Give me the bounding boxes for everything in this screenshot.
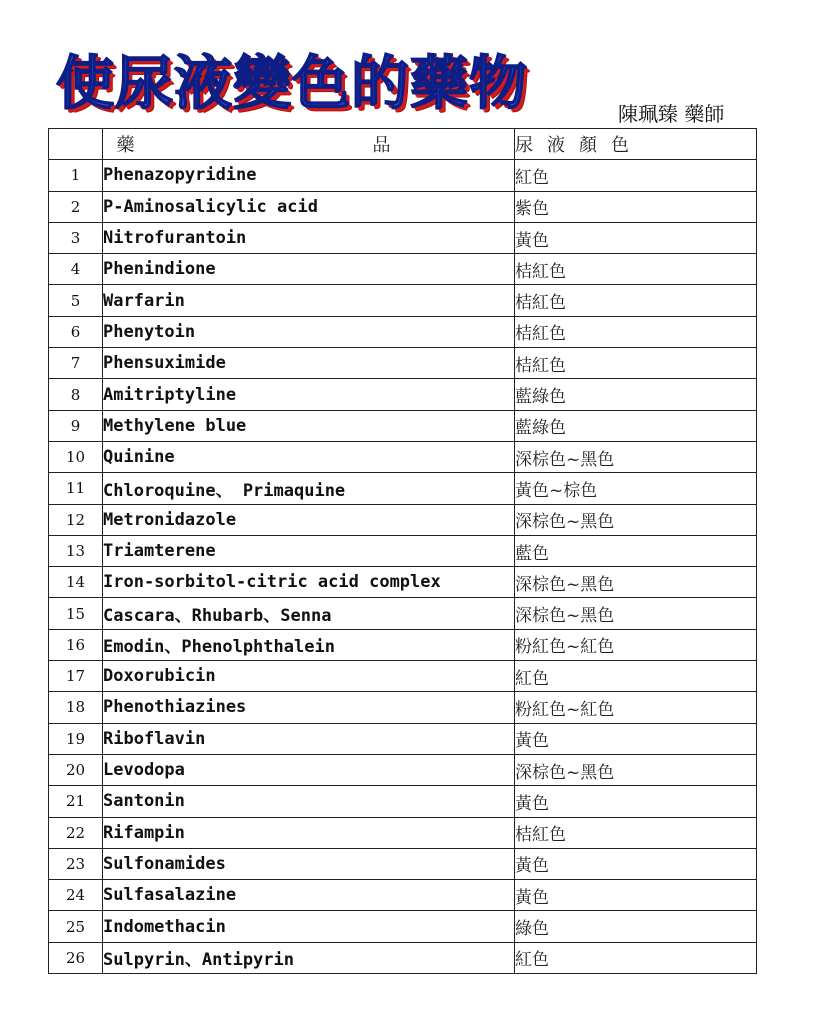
table-header-row (49, 129, 757, 160)
table-row (49, 567, 757, 598)
drug-name: Iron-sorbitol-citric acid complex (103, 567, 515, 598)
row-number: 24 (49, 880, 103, 911)
row-number: 6 (49, 316, 103, 347)
row-number: 13 (49, 535, 103, 566)
drug-name: Riboflavin (103, 723, 515, 754)
row-number: 5 (49, 285, 103, 316)
urine-color: 深棕色~黑色 (515, 441, 757, 472)
row-number: 1 (49, 160, 103, 191)
table-row (49, 348, 757, 379)
row-number: 21 (49, 786, 103, 817)
urine-color: 粉紅色~紅色 (515, 692, 757, 723)
header-number (49, 129, 103, 160)
table-row (49, 942, 757, 973)
drug-name: Sulfasalazine (103, 880, 515, 911)
table-row (49, 692, 757, 723)
urine-color: 紫色 (515, 191, 757, 222)
drug-name: Santonin (103, 786, 515, 817)
table-row (49, 661, 757, 692)
urine-color: 粉紅色~紅色 (515, 629, 757, 660)
table-row (49, 191, 757, 222)
drug-name: Phenazopyridine (103, 160, 515, 191)
row-number: 7 (49, 348, 103, 379)
drug-name: Phenindione (103, 254, 515, 285)
row-number: 26 (49, 942, 103, 973)
drug-name: Phenytoin (103, 316, 515, 347)
table-row (49, 254, 757, 285)
drug-name: Sulpyrin、Antipyrin (103, 942, 515, 973)
urine-color: 藍綠色 (515, 410, 757, 441)
urine-color: 桔紅色 (515, 348, 757, 379)
drug-urine-color-table (48, 128, 757, 974)
drug-name: Phensuximide (103, 348, 515, 379)
drug-name: Methylene blue (103, 410, 515, 441)
table-row (49, 629, 757, 660)
drug-name: Chloroquine、 Primaquine (103, 473, 515, 504)
table-row (49, 379, 757, 410)
urine-color: 桔紅色 (515, 316, 757, 347)
table-row (49, 504, 757, 535)
drug-name: Emodin、Phenolphthalein (103, 629, 515, 660)
drug-name: Sulfonamides (103, 848, 515, 879)
table-row (49, 880, 757, 911)
row-number: 20 (49, 754, 103, 785)
row-number: 16 (49, 629, 103, 660)
table-row (49, 754, 757, 785)
drug-name: Doxorubicin (103, 661, 515, 692)
table-row (49, 911, 757, 942)
drug-name: Nitrofurantoin (103, 222, 515, 253)
drug-name: Metronidazole (103, 504, 515, 535)
row-number: 11 (49, 473, 103, 504)
drug-name: Indomethacin (103, 911, 515, 942)
table-row (49, 410, 757, 441)
row-number: 15 (49, 598, 103, 629)
urine-color: 紅色 (515, 160, 757, 191)
row-number: 8 (49, 379, 103, 410)
urine-color: 桔紅色 (515, 817, 757, 848)
urine-color: 黃色 (515, 880, 757, 911)
table-row (49, 598, 757, 629)
urine-color: 深棕色~黑色 (515, 567, 757, 598)
table-row (49, 441, 757, 472)
table-row (49, 786, 757, 817)
drug-name: Warfarin (103, 285, 515, 316)
table-row (49, 848, 757, 879)
row-number: 12 (49, 504, 103, 535)
drug-name: Triamterene (103, 535, 515, 566)
urine-color: 深棕色~黑色 (515, 504, 757, 535)
row-number: 2 (49, 191, 103, 222)
urine-color: 紅色 (515, 661, 757, 692)
row-number: 3 (49, 222, 103, 253)
urine-color: 黃色~棕色 (515, 473, 757, 504)
header-drug: 藥 品 (103, 129, 515, 160)
table-row (49, 817, 757, 848)
row-number: 17 (49, 661, 103, 692)
drug-name: Phenothiazines (103, 692, 515, 723)
urine-color: 黃色 (515, 848, 757, 879)
table-row (49, 535, 757, 566)
urine-color: 藍色 (515, 535, 757, 566)
drug-name: Rifampin (103, 817, 515, 848)
table-row (49, 316, 757, 347)
urine-color: 紅色 (515, 942, 757, 973)
urine-color: 深棕色~黑色 (515, 598, 757, 629)
row-number: 25 (49, 911, 103, 942)
table-row (49, 160, 757, 191)
drug-name: Levodopa (103, 754, 515, 785)
table-row (49, 723, 757, 754)
row-number: 22 (49, 817, 103, 848)
author-name: 陳珮臻 藥師 (618, 102, 725, 126)
row-number: 14 (49, 567, 103, 598)
table-row (49, 285, 757, 316)
urine-color: 黃色 (515, 723, 757, 754)
drug-name: P-Aminosalicylic acid (103, 191, 515, 222)
table-row (49, 222, 757, 253)
urine-color: 黃色 (515, 222, 757, 253)
urine-color: 綠色 (515, 911, 757, 942)
drug-name: Amitriptyline (103, 379, 515, 410)
drug-name: Quinine (103, 441, 515, 472)
row-number: 19 (49, 723, 103, 754)
row-number: 23 (49, 848, 103, 879)
document-title: 使尿液變色的藥物 (56, 49, 529, 117)
table-body (49, 160, 757, 974)
urine-color: 藍綠色 (515, 379, 757, 410)
row-number: 10 (49, 441, 103, 472)
row-number: 18 (49, 692, 103, 723)
row-number: 4 (49, 254, 103, 285)
table-row (49, 473, 757, 504)
drug-name: Cascara、Rhubarb、Senna (103, 598, 515, 629)
urine-color: 桔紅色 (515, 285, 757, 316)
urine-color: 黃色 (515, 786, 757, 817)
header-urine-color: 尿液顏色 (515, 129, 757, 160)
row-number: 9 (49, 410, 103, 441)
urine-color: 深棕色~黑色 (515, 754, 757, 785)
urine-color: 桔紅色 (515, 254, 757, 285)
